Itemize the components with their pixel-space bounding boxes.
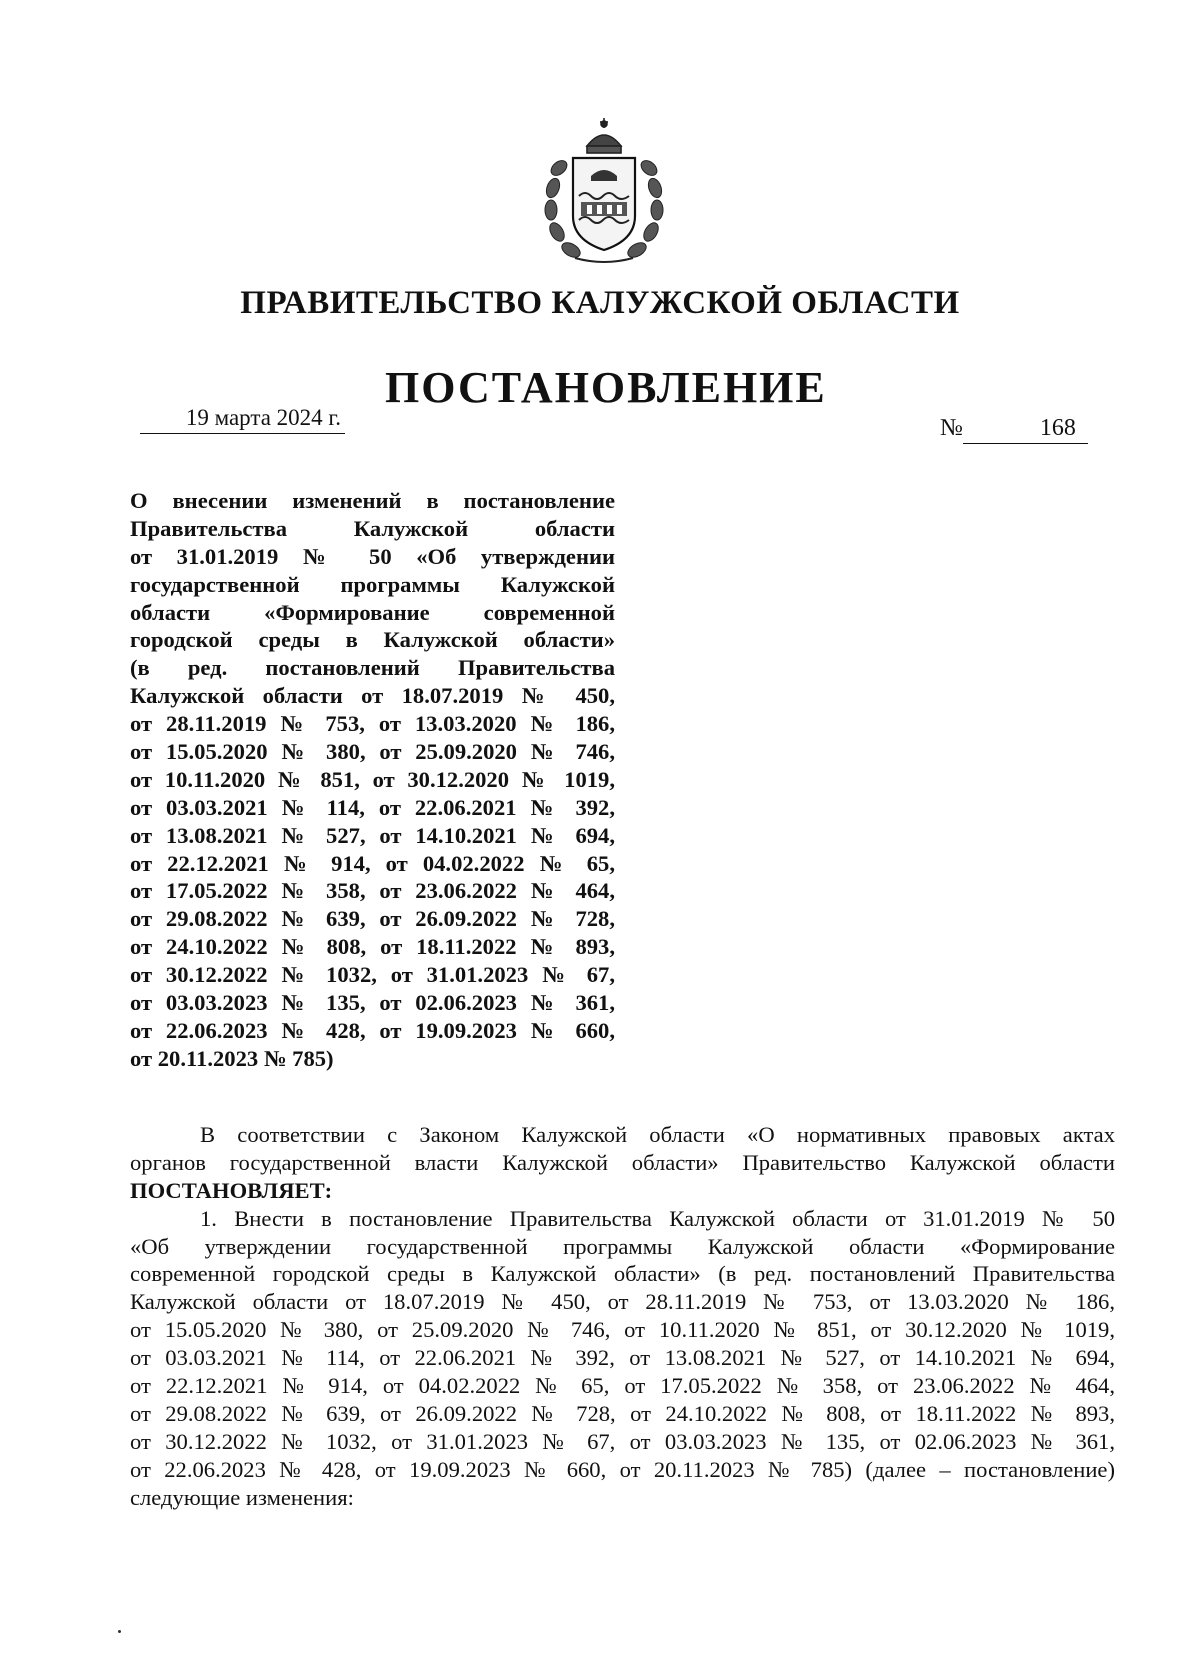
subject-line: О внесении изменений в постановление: [130, 488, 615, 513]
item1-line: от 15.05.2020 № 380, от 25.09.2020 № 746, от 10.11.2020 № 851, от 30.12.2020 № 1019,: [130, 1317, 1115, 1343]
document-number: [940, 413, 1088, 444]
item1-line: от 03.03.2021 № 114, от 22.06.2021 № 392, от 13.08.2021 № 527, от 14.10.2021 № 694,: [130, 1345, 1115, 1371]
document-number-label: №: [940, 415, 963, 441]
subject-line: от 28.11.2019 № 753, от 13.03.2020 № 186,: [130, 711, 615, 737]
subject-line: от 20.11.2023 № 785): [130, 1045, 334, 1071]
subject-line: области «Формирование современной: [130, 599, 615, 625]
subject-line: от 22.06.2023 № 428, от 19.09.2023 № 660,: [130, 1017, 615, 1043]
subject-line: Калужской области от 18.07.2019 № 450,: [130, 683, 615, 709]
item1-line: следующие изменения:: [130, 1484, 354, 1510]
subject-line: (в ред. постановлений Правительства: [130, 655, 615, 681]
item1-line: от 22.12.2021 № 914, от 04.02.2022 № 65, от 17.05.2022 № 358, от 23.06.2022 № 464,: [130, 1373, 1115, 1399]
subject-line: от 03.03.2021 № 114, от 22.06.2021 № 392,: [130, 794, 615, 820]
item1-line: 1. Внести в постановление Правительства Калужской области от 31.01.2019 № 50: [200, 1205, 1115, 1231]
document-date-text: 19 марта 2024 г.: [185, 405, 341, 430]
subject-line: Правительства Калужской области: [130, 515, 615, 541]
subject-line: от 30.12.2022 № 1032, от 31.01.2023 № 67,: [130, 962, 615, 988]
item1-line: от 22.06.2023 № 428, от 19.09.2023 № 660, от 20.11.2023 № 785) (далее – постановление): [130, 1456, 1115, 1482]
preamble-line: В соответствии с Законом Калужской области «О нормативных правовых актах: [200, 1122, 1115, 1147]
document-number-value: 168: [963, 413, 1088, 444]
government-name: ПРАВИТЕЛЬСТВО КАЛУЖСКОЙ ОБЛАСТИ: [240, 285, 960, 321]
item1-line: Калужской области от 18.07.2019 № 450, от 28.11.2019 № 753, от 13.03.2020 № 186,: [130, 1289, 1115, 1315]
subject-line: городской среды в Калужской области»: [130, 627, 615, 653]
subject-line: от 22.12.2021 № 914, от 04.02.2022 № 65,: [130, 850, 615, 876]
document-subject: [130, 487, 615, 1073]
subject-line: от 31.01.2019 № 50 «Об утверждении: [130, 543, 615, 569]
scan-speck: [118, 1630, 121, 1633]
subject-line: от 03.03.2023 № 135, от 02.06.2023 № 361,: [130, 990, 615, 1016]
item1-line: от 30.12.2022 № 1032, от 31.01.2023 № 67, от 03.03.2023 № 135, от 02.06.2023 № 361,: [130, 1428, 1115, 1454]
preamble-line: органов государственной власти Калужской области» Правительство Калужской области: [130, 1149, 1115, 1175]
item1-line: «Об утверждении государственной программы Калужской области «Формирование: [130, 1233, 1115, 1259]
document-type: ПОСТАНОВЛЕНИЕ: [385, 363, 827, 412]
item1-line: от 29.08.2022 № 639, от 26.09.2022 № 728, от 24.10.2022 № 808, от 18.11.2022 № 893,: [130, 1400, 1115, 1426]
subject-line: государственной программы Калужской: [130, 571, 615, 597]
resolves-heading: ПОСТАНОВЛЯЕТ:: [130, 1177, 333, 1203]
subject-line: от 29.08.2022 № 639, от 26.09.2022 № 728,: [130, 906, 615, 932]
subject-line: от 13.08.2021 № 527, от 14.10.2021 № 694,: [130, 822, 615, 848]
subject-line: от 24.10.2022 № 808, от 18.11.2022 № 893,: [130, 934, 615, 960]
document-body: [130, 1121, 1115, 1511]
item1-line: современной городской среды в Калужской области» (в ред. постановлений Правительства: [130, 1261, 1115, 1287]
subject-line: от 17.05.2022 № 358, от 23.06.2022 № 464,: [130, 878, 615, 904]
kaluga-coat-of-arms-icon: [535, 118, 673, 266]
subject-line: от 10.11.2020 № 851, от 30.12.2020 № 1019,: [130, 766, 615, 792]
subject-line: от 15.05.2020 № 380, от 25.09.2020 № 746,: [130, 739, 615, 765]
document-date: [140, 403, 345, 434]
